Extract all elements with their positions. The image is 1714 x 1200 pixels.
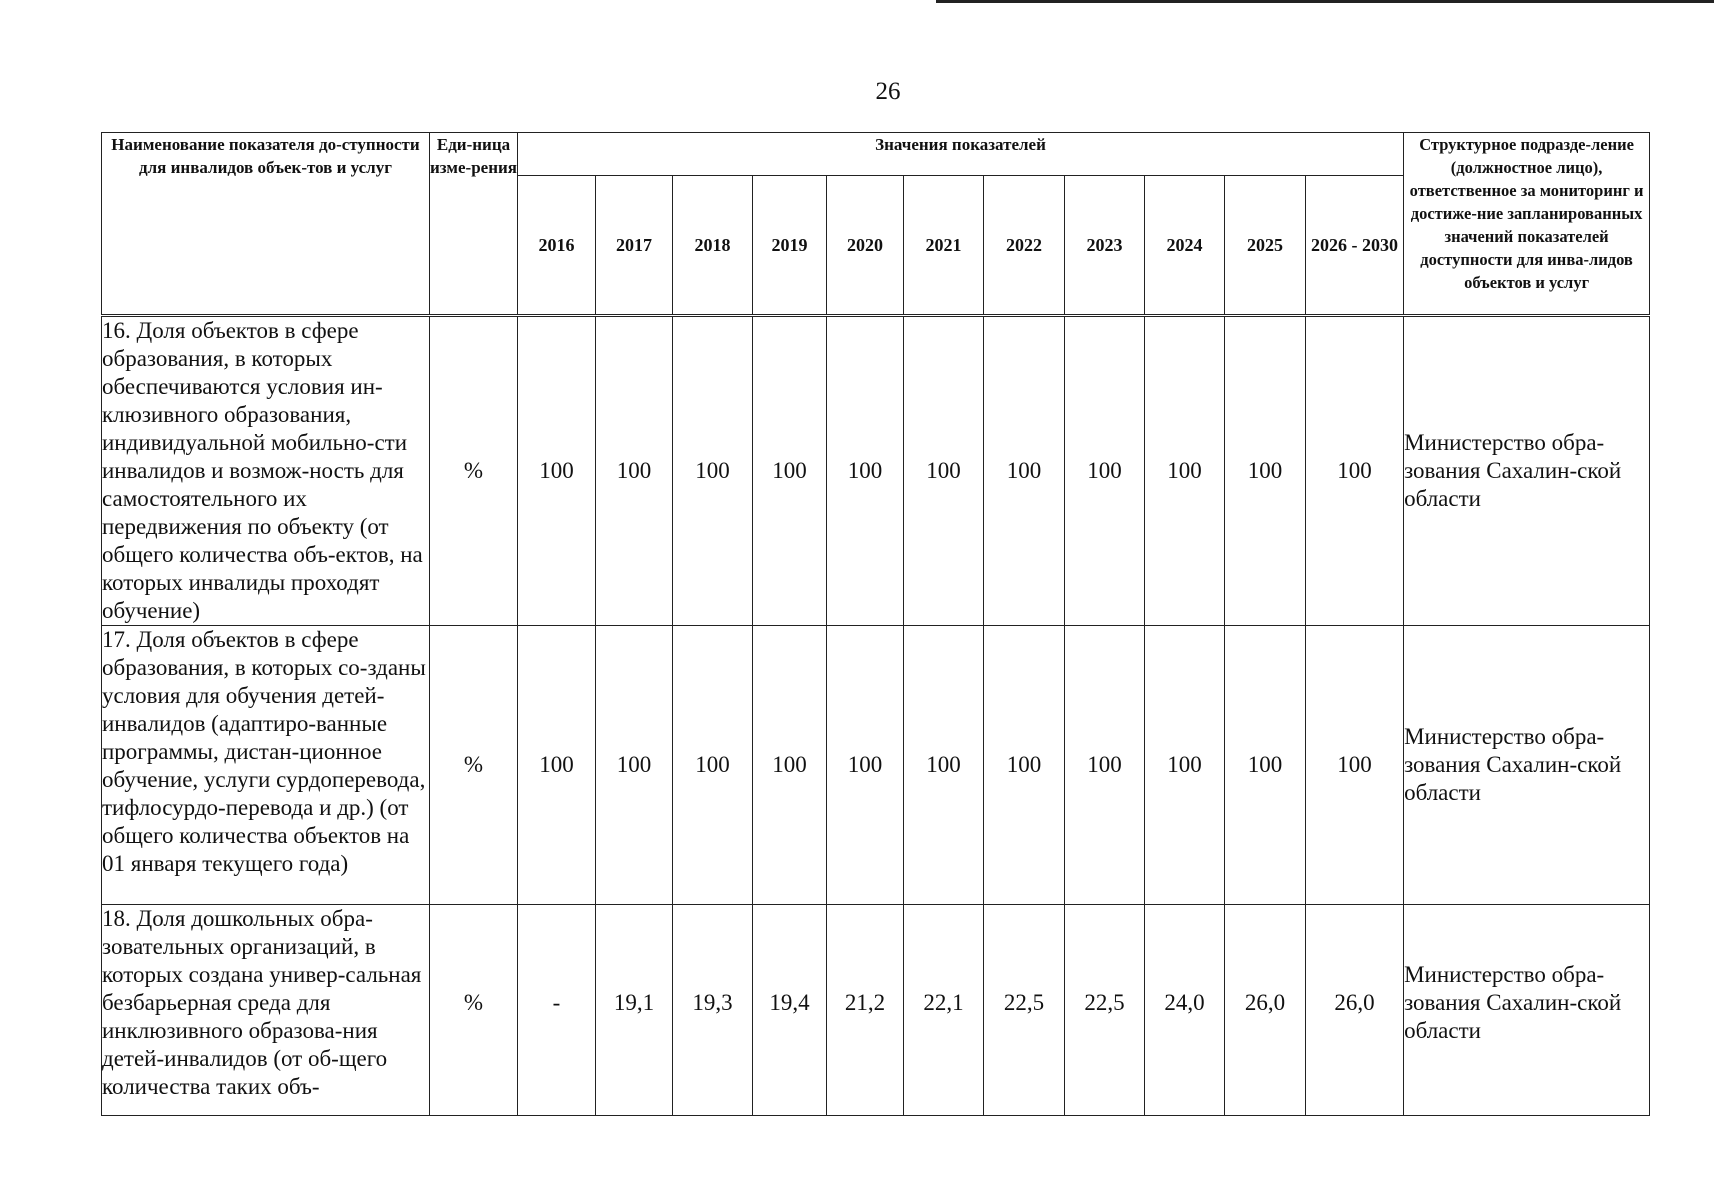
value-cell: 100 [1065, 626, 1145, 905]
value-cell: 19,1 [596, 905, 673, 1116]
header-year: 2022 [984, 176, 1065, 316]
indicator-name: 16. Доля объектов в сфере образования, в которых обеспечиваются условия ин-клюзивного образования, индивидуальной мобильно-сти инвалидов и возмож-ность для самостоятельного их передвижения по объекту (от общего количества объ-ектов, на которых инвалиды проходят обучение) [102, 316, 430, 626]
value-cell: 100 [596, 316, 673, 626]
value-cell: 100 [1225, 316, 1306, 626]
value-cell: 100 [673, 626, 753, 905]
value-cell: 100 [518, 316, 596, 626]
header-year: 2021 [904, 176, 984, 316]
value-cell: 100 [596, 626, 673, 905]
value-cell: 100 [1306, 316, 1404, 626]
value-cell: 22,5 [984, 905, 1065, 1116]
value-cell: 100 [753, 316, 827, 626]
unit-cell: % [430, 316, 518, 626]
value-cell: 22,5 [1065, 905, 1145, 1116]
responsible-cell: Министерство обра-зования Сахалин-ской области [1404, 316, 1650, 626]
value-cell: 100 [984, 626, 1065, 905]
header-year: 2016 [518, 176, 596, 316]
unit-cell: % [430, 626, 518, 905]
value-cell: 100 [1065, 316, 1145, 626]
value-cell: 100 [753, 626, 827, 905]
responsible-cell: Министерство обра-зования Сахалин-ской области [1404, 626, 1650, 905]
header-year: 2023 [1065, 176, 1145, 316]
table-row [102, 626, 1650, 905]
header-year: 2017 [596, 176, 673, 316]
header-year: 2026 - 2030 [1306, 176, 1404, 316]
indicators-table [101, 132, 1650, 1116]
value-cell: 19,3 [673, 905, 753, 1116]
header-year: 2025 [1225, 176, 1306, 316]
value-cell: 100 [904, 316, 984, 626]
value-cell: 26,0 [1225, 905, 1306, 1116]
unit-cell: % [430, 905, 518, 1116]
page-number: 26 [875, 78, 901, 105]
value-cell: 100 [1145, 316, 1225, 626]
header-year: 2024 [1145, 176, 1225, 316]
value-cell: 21,2 [827, 905, 904, 1116]
header-values: Значения показателей [518, 133, 1404, 176]
header-responsible: Структурное подразде-ление (должностное лицо), ответственное за мониторинг и достиже-ние запланированных значений показателей доступности для инва-лидов объектов и услуг [1404, 133, 1650, 316]
header-indicator-name: Наименование показателя до-ступности для инвалидов объек-тов и услуг [102, 133, 430, 316]
header-year: 2019 [753, 176, 827, 316]
indicator-name: 17. Доля объектов в сфере образования, в которых со-зданы условия для обучения детей-инвалидов (адаптиро-ванные программы, дистан-ционное обучение, услуги сурдоперевода, тифлосурдо-перевода и др.) (от общего количества объектов на 01 января текущего года) [102, 626, 430, 905]
value-cell: 100 [1145, 626, 1225, 905]
value-cell: 100 [827, 316, 904, 626]
indicator-name: 18. Доля дошкольных обра-зовательных организаций, в которых создана универ-сальная безбарьерная среда для инклюзивного образова-ния детей-инвалидов (от об-щего количества таких объ- [102, 905, 430, 1116]
responsible-cell: Министерство обра-зования Сахалин-ской области [1404, 905, 1650, 1116]
value-cell: 100 [518, 626, 596, 905]
value-cell: 100 [827, 626, 904, 905]
header-unit: Еди-ница изме-рения [430, 133, 518, 316]
top-rule [936, 0, 1714, 3]
value-cell: - [518, 905, 596, 1116]
value-cell: 22,1 [904, 905, 984, 1116]
value-cell: 24,0 [1145, 905, 1225, 1116]
value-cell: 100 [1225, 626, 1306, 905]
value-cell: 100 [984, 316, 1065, 626]
value-cell: 100 [904, 626, 984, 905]
header-year: 2018 [673, 176, 753, 316]
header-year: 2020 [827, 176, 904, 316]
value-cell: 100 [673, 316, 753, 626]
table-row [102, 905, 1650, 1116]
value-cell: 26,0 [1306, 905, 1404, 1116]
value-cell: 19,4 [753, 905, 827, 1116]
table-row [102, 316, 1650, 626]
value-cell: 100 [1306, 626, 1404, 905]
